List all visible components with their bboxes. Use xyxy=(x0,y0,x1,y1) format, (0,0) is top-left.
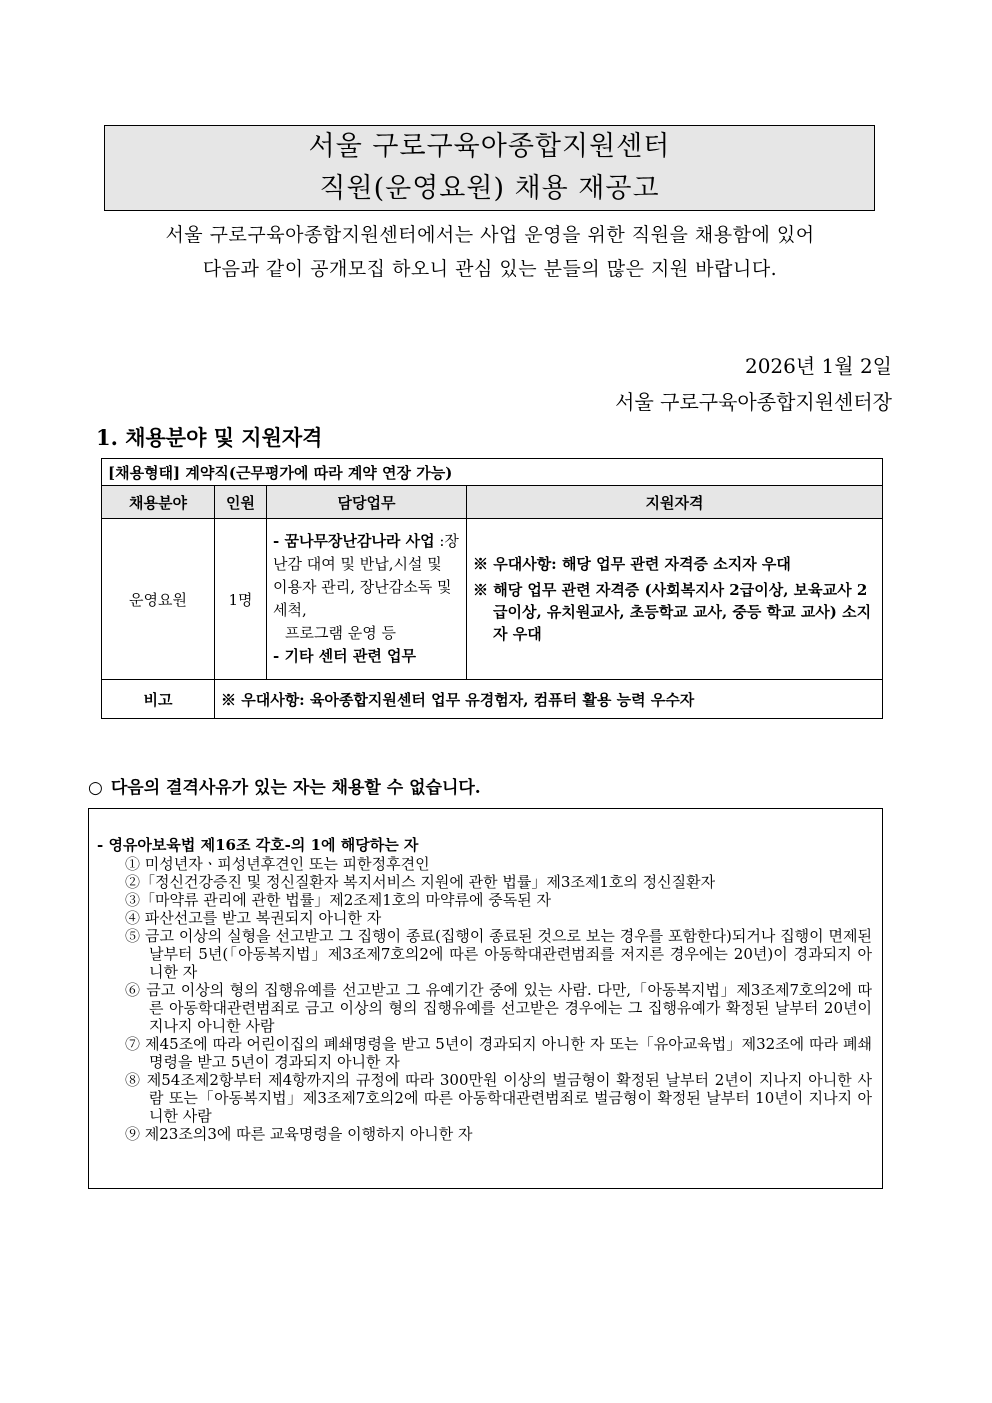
qualification-1: ※ 우대사항: 해당 업무 관련 자격증 소지자 우대 xyxy=(473,555,791,573)
header-field: 채용분야 xyxy=(102,486,215,519)
intro-line-2: 다음과 같이 공개모집 하오니 관심 있는 분들의 많은 지원 바랍니다. xyxy=(202,258,778,280)
list-item: ⑧ 제54조제2항부터 제4항까지의 규정에 따라 300만원 이상의 벌금형이 확정된 날부터 2년이 지나지 아니한 사람 또는「아동복지법」제3조제7호의2에 따른 아동학대관련범죄로 벌금형이 확정된 날부터 10년이 지나지 아니한 사람 xyxy=(125,1071,872,1125)
qualification-2: ※ 해당 업무 관련 자격증 (사회복지사 2급이상, 보육교사 2급이상, 유치원교사, 초등학교 교사, 중등 학교 교사) 소지자 우대 xyxy=(473,581,872,643)
header-qualifications: 지원자격 xyxy=(467,486,883,519)
notice-text: 다음의 결격사유가 있는 자는 채용할 수 없습니다. xyxy=(110,778,481,798)
disqualification-title: - 영유아보육법 제16조 각호-의 1에 해당하는 자 xyxy=(97,836,419,854)
qualifications-cell xyxy=(467,519,883,680)
notice-date: 2026년 1월 2일 xyxy=(744,354,892,378)
employment-type-row xyxy=(102,459,883,486)
duty-other: - 기타 센터 관련 업무 xyxy=(273,647,417,665)
duty-main xyxy=(273,530,460,622)
list-item: ⑤ 금고 이상의 실형을 선고받고 그 집행이 종료(집행이 종료된 것으로 보는 경우를 포함한다)되거나 집행이 면제된 날부터 5년(「아동복지법」제3조제7호의2에 따른 아동학대관련범죄를 저지른 경우에는 20년)이 경과되지 아니한 자 xyxy=(125,927,872,981)
list-item: ⑨ 제23조의3에 따른 교육명령을 이행하지 아니한 자 xyxy=(125,1125,473,1143)
issuer-name: 서울 구로구육아종합지원센터장 xyxy=(615,390,892,414)
table-row xyxy=(102,519,883,680)
title-line-1: 서울 구로구육아종합지원센터 xyxy=(308,131,671,162)
employment-type: [채용형태] 계약직(근무평가에 따라 계약 연장 가능) xyxy=(102,459,883,486)
note-label: 비고 xyxy=(102,680,215,719)
list-item: ⑦ 제45조에 따라 어린이집의 폐쇄명령을 받고 5년이 경과되지 아니한 자 또는「유아교육법」제32조에 따라 폐쇄명령을 받고 5년이 경과되지 아니한 자 xyxy=(125,1035,872,1071)
header-duties: 담당업무 xyxy=(267,486,467,519)
list-item: ②「정신건강증진 및 정신질환자 복지서비스 지원에 관한 법률」제3조제1호의 정신질환자 xyxy=(125,873,716,891)
note-text: ※ 우대사항: 육아종합지원센터 업무 유경험자, 컴퓨터 활용 능력 우수자 xyxy=(215,680,883,719)
recruitment-table xyxy=(101,458,883,719)
title-box xyxy=(104,125,875,211)
title-line-2: 직원(운영요원) 채용 재공고 xyxy=(319,173,660,204)
disqualification-box xyxy=(88,808,883,1189)
duty-main-bold: - 꿈나무장난감나라 사업 xyxy=(273,532,435,550)
header-headcount: 인원 xyxy=(215,486,267,519)
intro-line-1: 서울 구로구육아종합지원센터에서는 사업 운영을 위한 직원을 채용함에 있어 xyxy=(165,224,815,246)
disqualification-notice xyxy=(88,773,481,798)
intro-paragraph xyxy=(90,218,890,286)
circle-bullet-icon: ○ xyxy=(88,778,103,798)
table-header-row xyxy=(102,486,883,519)
list-item: ④ 파산선고를 받고 복권되지 아니한 자 xyxy=(125,909,382,927)
duties-cell xyxy=(267,519,467,680)
list-item: ⑥ 금고 이상의 형의 집행유예를 선고받고 그 유예기간 중에 있는 사람. 다만,「아동복지법」제3조제7호의2에 따른 아동학대관련범죄로 금고 이상의 형의 집행유예를 선고받은 경우에는 그 집행유예가 확정된 날부터 20년이 지나지 아니한 사람 xyxy=(125,981,872,1035)
list-item: ① 미성년자ㆍ피성년후견인 또는 피한정후견인 xyxy=(125,855,430,873)
duty-main-rest: :장난감 대여 및 반납,시설 및 이용자 관리, 장난감소독 및 세척, xyxy=(273,532,459,619)
note-row xyxy=(102,680,883,719)
field-cell: 운영요원 xyxy=(102,519,215,680)
list-item: ③「마약류 관리에 관한 법률」제2조제1호의 마약류에 중독된 자 xyxy=(125,891,551,909)
headcount-cell: 1명 xyxy=(215,519,267,680)
duty-sub: 프로그램 운영 등 xyxy=(285,624,396,642)
section-1-title: 1. 채용분야 및 지원자격 xyxy=(96,425,323,450)
